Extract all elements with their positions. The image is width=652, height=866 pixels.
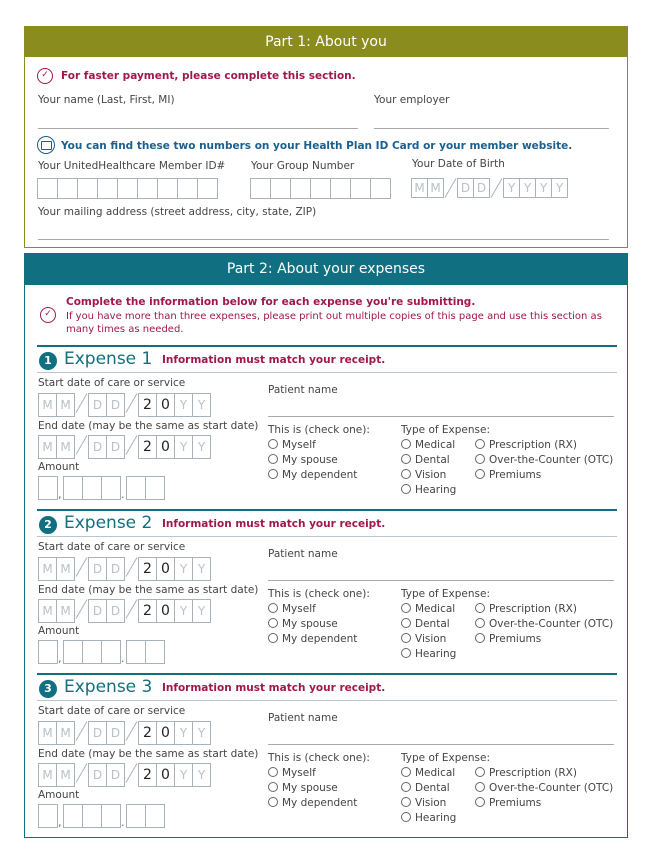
date-digit-box[interactable]: M <box>56 721 75 745</box>
patient-name-field[interactable] <box>268 743 614 745</box>
radio-spouse[interactable]: My spouse <box>268 782 338 794</box>
this-is-label: This is (check one): <box>268 752 370 764</box>
date-digit-box[interactable]: M <box>56 763 75 787</box>
start-date-field[interactable] <box>39 557 211 581</box>
radio-medical[interactable]: Medical <box>401 603 455 615</box>
radio-dental[interactable]: Dental <box>401 454 450 466</box>
amount-label: Amount <box>38 625 80 637</box>
date-digit-box[interactable]: M <box>56 393 75 417</box>
date-digit-box[interactable]: D <box>106 435 125 459</box>
dob-day-box[interactable]: D <box>473 178 490 198</box>
radio-premiums[interactable]: Premiums <box>475 633 541 645</box>
date-digit-box[interactable]: Y <box>174 599 193 623</box>
end-date-label: End date (may be the same as start date) <box>38 748 259 760</box>
radio-myself[interactable]: Myself <box>268 439 316 451</box>
date-digit-box[interactable]: D <box>88 721 107 745</box>
your-employer-label: Your employer <box>374 94 450 106</box>
date-digit-box[interactable]: 2 <box>138 599 157 623</box>
date-digit-box[interactable]: D <box>106 599 125 623</box>
check-icon: ✓ <box>37 68 53 84</box>
radio-dependent[interactable]: My dependent <box>268 797 357 809</box>
radio-premiums[interactable]: Premiums <box>475 469 541 481</box>
date-digit-box[interactable]: 2 <box>138 557 157 581</box>
check-icon: ✓ <box>40 307 56 323</box>
expense-title-text: Expense 2 <box>64 513 153 533</box>
date-digit-box[interactable]: D <box>88 763 107 787</box>
date-digit-box[interactable]: Y <box>192 435 211 459</box>
date-digit-box[interactable]: Y <box>192 763 211 787</box>
radio-myself[interactable]: Myself <box>268 767 316 779</box>
date-digit-box[interactable]: M <box>38 763 57 787</box>
date-digit-box[interactable]: Y <box>192 599 211 623</box>
radio-myself[interactable]: Myself <box>268 603 316 615</box>
date-digit-box[interactable]: M <box>38 435 57 459</box>
date-digit-box[interactable]: M <box>56 557 75 581</box>
patient-name-field[interactable] <box>268 415 614 417</box>
radio-prescription[interactable]: Prescription (RX) <box>475 603 577 615</box>
date-digit-box[interactable]: M <box>38 721 57 745</box>
radio-otc[interactable]: Over-the-Counter (OTC) <box>475 454 613 466</box>
instruction-bold: Complete the information below for each expense you're submitting. <box>66 296 476 308</box>
start-date-field[interactable] <box>39 393 211 417</box>
radio-hearing[interactable]: Hearing <box>401 812 456 824</box>
group-number-label: Your Group Number <box>251 160 355 172</box>
radio-medical[interactable]: Medical <box>401 439 455 451</box>
must-match-note: Information must match your receipt. <box>162 518 386 530</box>
must-match-note: Information must match your receipt. <box>162 354 386 366</box>
expense-title <box>64 513 152 533</box>
date-digit-box[interactable]: M <box>38 599 57 623</box>
expense-title <box>64 349 152 369</box>
start-date-label: Start date of care or service <box>38 541 186 553</box>
expense-number-badge <box>39 352 57 370</box>
amount-field[interactable]: , . <box>39 804 165 828</box>
radio-dependent[interactable]: My dependent <box>268 469 357 481</box>
expense-divider <box>37 509 617 511</box>
expense-divider <box>37 673 617 675</box>
patient-name-label: Patient name <box>268 384 338 396</box>
expense-number-badge <box>39 680 57 698</box>
date-digit-box[interactable]: D <box>106 393 125 417</box>
expense-number-badge <box>39 516 57 534</box>
dob-day-box[interactable]: D <box>457 178 474 198</box>
date-digit-box[interactable]: Y <box>174 435 193 459</box>
start-date-label: Start date of care or service <box>38 377 186 389</box>
date-digit-box[interactable]: 2 <box>138 393 157 417</box>
start-date-label: Start date of care or service <box>38 705 186 717</box>
type-label: Type of Expense: <box>401 424 491 436</box>
end-date-field[interactable] <box>39 763 211 787</box>
radio-spouse[interactable]: My spouse <box>268 454 338 466</box>
must-match-note: Information must match your receipt. <box>162 682 386 694</box>
member-id-label: Your UnitedHealthcare Member ID# <box>38 160 226 172</box>
date-digit-box[interactable]: D <box>88 393 107 417</box>
date-digit-box[interactable]: D <box>106 557 125 581</box>
this-is-label: This is (check one): <box>268 588 370 600</box>
amount-label: Amount <box>38 789 80 801</box>
part2-header: Part 2: About your expenses <box>25 254 627 285</box>
date-digit-box[interactable]: M <box>56 435 75 459</box>
date-digit-box[interactable]: Y <box>174 721 193 745</box>
end-date-field[interactable] <box>39 435 211 459</box>
expense-block <box>25 345 629 509</box>
amount-field[interactable]: , . <box>39 476 165 500</box>
date-digit-box[interactable]: 2 <box>138 435 157 459</box>
end-date-field[interactable] <box>39 599 211 623</box>
dob-year-box[interactable]: Y <box>503 178 520 198</box>
part1-header: Part 1: About you <box>25 27 627 57</box>
instruction-line1: If you have more than three expenses, please print out multiple copies of this page and use this section as <box>66 311 602 322</box>
end-date-label: End date (may be the same as start date) <box>38 584 259 596</box>
mailing-address-label: Your mailing address (street address, city, state, ZIP) <box>38 206 317 218</box>
radio-hearing[interactable]: Hearing <box>401 484 456 496</box>
member-id-field[interactable] <box>38 178 218 199</box>
date-digit-box[interactable]: Y <box>192 721 211 745</box>
mailing-address-field[interactable] <box>38 238 609 240</box>
dob-month-box[interactable]: M <box>427 178 444 198</box>
patient-name-label: Patient name <box>268 548 338 560</box>
date-digit-box[interactable]: Y <box>192 393 211 417</box>
radio-dental[interactable]: Dental <box>401 618 450 630</box>
expense-number: 2 <box>44 518 52 531</box>
date-digit-box[interactable]: M <box>38 557 57 581</box>
date-digit-box[interactable]: 0 <box>156 393 175 417</box>
dob-month-box[interactable]: M <box>411 178 428 198</box>
date-digit-box[interactable]: D <box>88 435 107 459</box>
date-digit-box[interactable]: 0 <box>156 763 175 787</box>
amount-field[interactable]: , . <box>39 640 165 664</box>
radio-vision[interactable]: Vision <box>401 797 446 809</box>
dob-year-box[interactable]: Y <box>519 178 536 198</box>
radio-otc[interactable]: Over-the-Counter (OTC) <box>475 618 613 630</box>
group-number-field[interactable] <box>251 178 391 199</box>
radio-hearing[interactable]: Hearing <box>401 648 456 660</box>
your-name-field[interactable] <box>38 127 358 129</box>
this-is-label: This is (check one): <box>268 424 370 436</box>
radio-premiums[interactable]: Premiums <box>475 797 541 809</box>
dob-field[interactable] <box>412 178 568 198</box>
date-digit-box[interactable]: 0 <box>156 599 175 623</box>
radio-medical[interactable]: Medical <box>401 767 455 779</box>
patient-name-label: Patient name <box>268 712 338 724</box>
dob-label: Your Date of Birth <box>412 158 505 170</box>
radio-otc[interactable]: Over-the-Counter (OTC) <box>475 782 613 794</box>
date-digit-box[interactable]: M <box>56 599 75 623</box>
dob-year-box[interactable]: Y <box>535 178 552 198</box>
expense-divider <box>37 372 617 373</box>
date-digit-box[interactable]: 2 <box>138 721 157 745</box>
part2-section <box>24 253 628 838</box>
expense-number: 3 <box>44 682 52 695</box>
expense-title-text: Expense 1 <box>64 349 153 369</box>
date-digit-box[interactable]: M <box>38 393 57 417</box>
radio-dental[interactable]: Dental <box>401 782 450 794</box>
id-card-icon <box>37 136 55 154</box>
patient-name-field[interactable] <box>268 579 614 581</box>
radio-dependent[interactable]: My dependent <box>268 633 357 645</box>
expense-number: 1 <box>44 354 52 367</box>
end-date-label: End date (may be the same as start date) <box>38 420 259 432</box>
radio-vision[interactable]: Vision <box>401 633 446 645</box>
expense-block <box>25 673 629 837</box>
date-digit-box[interactable]: 0 <box>156 721 175 745</box>
date-digit-box[interactable]: D <box>88 599 107 623</box>
expense-divider <box>37 345 617 347</box>
date-digit-box[interactable]: 0 <box>156 557 175 581</box>
date-digit-box[interactable]: Y <box>174 557 193 581</box>
expense-title <box>64 677 152 697</box>
part1-section <box>24 26 628 248</box>
expense-divider <box>37 536 617 537</box>
card-note: You can find these two numbers on your Health Plan ID Card or your member website. <box>61 140 573 152</box>
expense-block <box>25 509 629 673</box>
amount-label: Amount <box>38 461 80 473</box>
radio-prescription[interactable]: Prescription (RX) <box>475 767 577 779</box>
date-digit-box[interactable]: D <box>106 721 125 745</box>
instruction-line2: many times as needed. <box>66 324 184 335</box>
type-label: Type of Expense: <box>401 752 491 764</box>
your-employer-field[interactable] <box>374 127 609 129</box>
radio-spouse[interactable]: My spouse <box>268 618 338 630</box>
faster-payment-note: For faster payment, please complete this section. <box>61 70 356 82</box>
date-digit-box[interactable]: Y <box>192 557 211 581</box>
date-digit-box[interactable]: 0 <box>156 435 175 459</box>
your-name-label: Your name (Last, First, MI) <box>38 94 175 106</box>
date-digit-box[interactable]: Y <box>174 763 193 787</box>
date-digit-box[interactable]: Y <box>174 393 193 417</box>
start-date-field[interactable] <box>39 721 211 745</box>
date-digit-box[interactable]: 2 <box>138 763 157 787</box>
dob-year-box[interactable]: Y <box>551 178 568 198</box>
date-digit-box[interactable]: D <box>88 557 107 581</box>
date-digit-box[interactable]: D <box>106 763 125 787</box>
expense-title-text: Expense 3 <box>64 677 153 697</box>
type-label: Type of Expense: <box>401 588 491 600</box>
radio-vision[interactable]: Vision <box>401 469 446 481</box>
expense-divider <box>37 700 617 701</box>
radio-prescription[interactable]: Prescription (RX) <box>475 439 577 451</box>
